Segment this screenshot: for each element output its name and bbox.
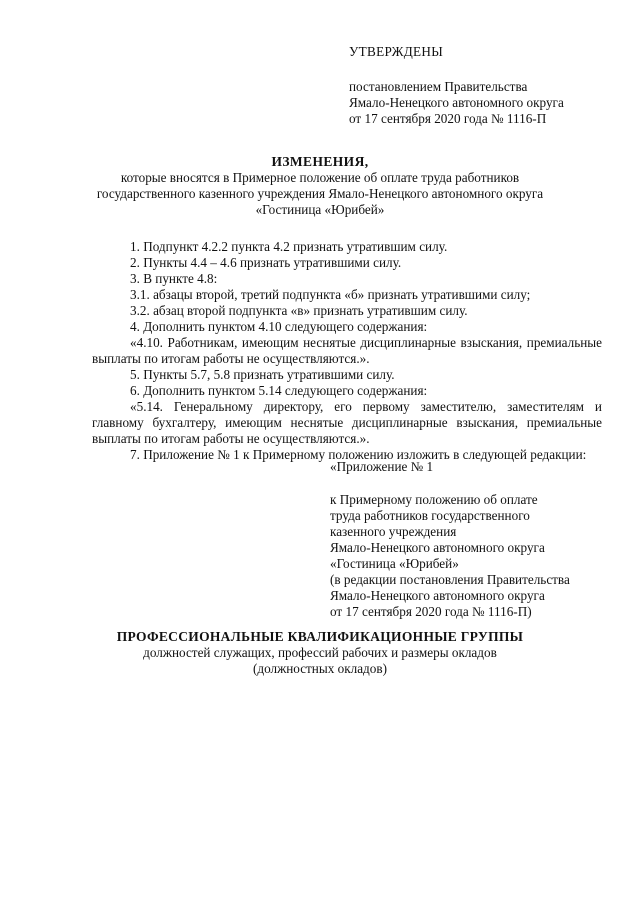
item-3-2: 3.2. абзац второй подпункта «в» признать утратившим силу. <box>130 303 468 318</box>
groups-line: должностей служащих, профессий рабочих и размеры окладов <box>143 645 497 660</box>
item-7: 7. Приложение № 1 к Примерному положению изложить в следующей редакции: <box>130 447 587 462</box>
appendix-line: казенного учреждения <box>330 524 457 539</box>
document-heading <box>60 154 580 218</box>
heading-line: которые вносятся в Примерное положение об оплате труда работников <box>120 170 520 185</box>
approval-block <box>349 44 619 127</box>
item-5: 5. Пункты 5.7, 5.8 признать утратившими силу. <box>130 367 395 382</box>
appendix-reference <box>330 459 615 620</box>
item-3-1: 3.1. абзацы второй, третий подпункта «б» признать утратившими силу; <box>130 287 531 302</box>
appendix-line: от 17 сентября 2020 года № 1116-П) <box>330 604 532 619</box>
heading-line: «Гостиница «Юрибей» <box>255 202 385 217</box>
item-3: 3. В пункте 4.8: <box>130 271 218 286</box>
heading-title: ИЗМЕНЕНИЯ, <box>271 154 369 169</box>
item-4: 4. Дополнить пунктом 4.10 следующего содержания: <box>130 319 428 334</box>
appendix-line: «Гостиница «Юрибей» <box>330 556 459 571</box>
groups-title: ПРОФЕССИОНАЛЬНЫЕ КВАЛИФИКАЦИОННЫЕ ГРУППЫ <box>116 629 524 644</box>
appendix-title: «Приложение № 1 <box>330 459 434 474</box>
item-1: 1. Подпункт 4.2.2 пункта 4.2 признать утратившим силу. <box>130 239 448 254</box>
item-6-text: «5.14. Генеральному директору, его первому заместителю, заместителям и главному бухгалтеру, имеющим неснятые дисциплинарные взыскания, премиальные выплаты по итогам работы не осуществляются.». <box>92 399 602 446</box>
appendix-line: к Примерному положению об оплате <box>330 492 538 507</box>
groups-line: (должностных окладов) <box>253 661 387 676</box>
appendix-line: труда работников государственного <box>330 508 530 523</box>
approval-line: от 17 сентября 2020 года № 1116-П <box>349 111 547 126</box>
approval-title: УТВЕРЖДЕНЫ <box>349 44 444 59</box>
heading-line: государственного казенного учреждения Ямало-Ненецкого автономного округа <box>96 186 544 201</box>
item-6: 6. Дополнить пунктом 5.14 следующего содержания: <box>130 383 428 398</box>
item-4-text: «4.10. Работникам, имеющим неснятые дисциплинарные взыскания, премиальные выплаты по итогам работы не осуществляются.». <box>92 335 602 366</box>
appendix-line: Ямало-Ненецкого автономного округа <box>330 588 545 603</box>
item-2: 2. Пункты 4.4 – 4.6 признать утратившими силу. <box>130 255 402 270</box>
qualification-groups-heading <box>60 629 580 677</box>
approval-line: Ямало-Ненецкого автономного округа <box>349 95 564 110</box>
appendix-line: Ямало-Ненецкого автономного округа <box>330 540 545 555</box>
approval-line: постановлением Правительства <box>349 79 528 94</box>
amendment-items <box>92 239 602 463</box>
appendix-line: (в редакции постановления Правительства <box>330 572 570 587</box>
